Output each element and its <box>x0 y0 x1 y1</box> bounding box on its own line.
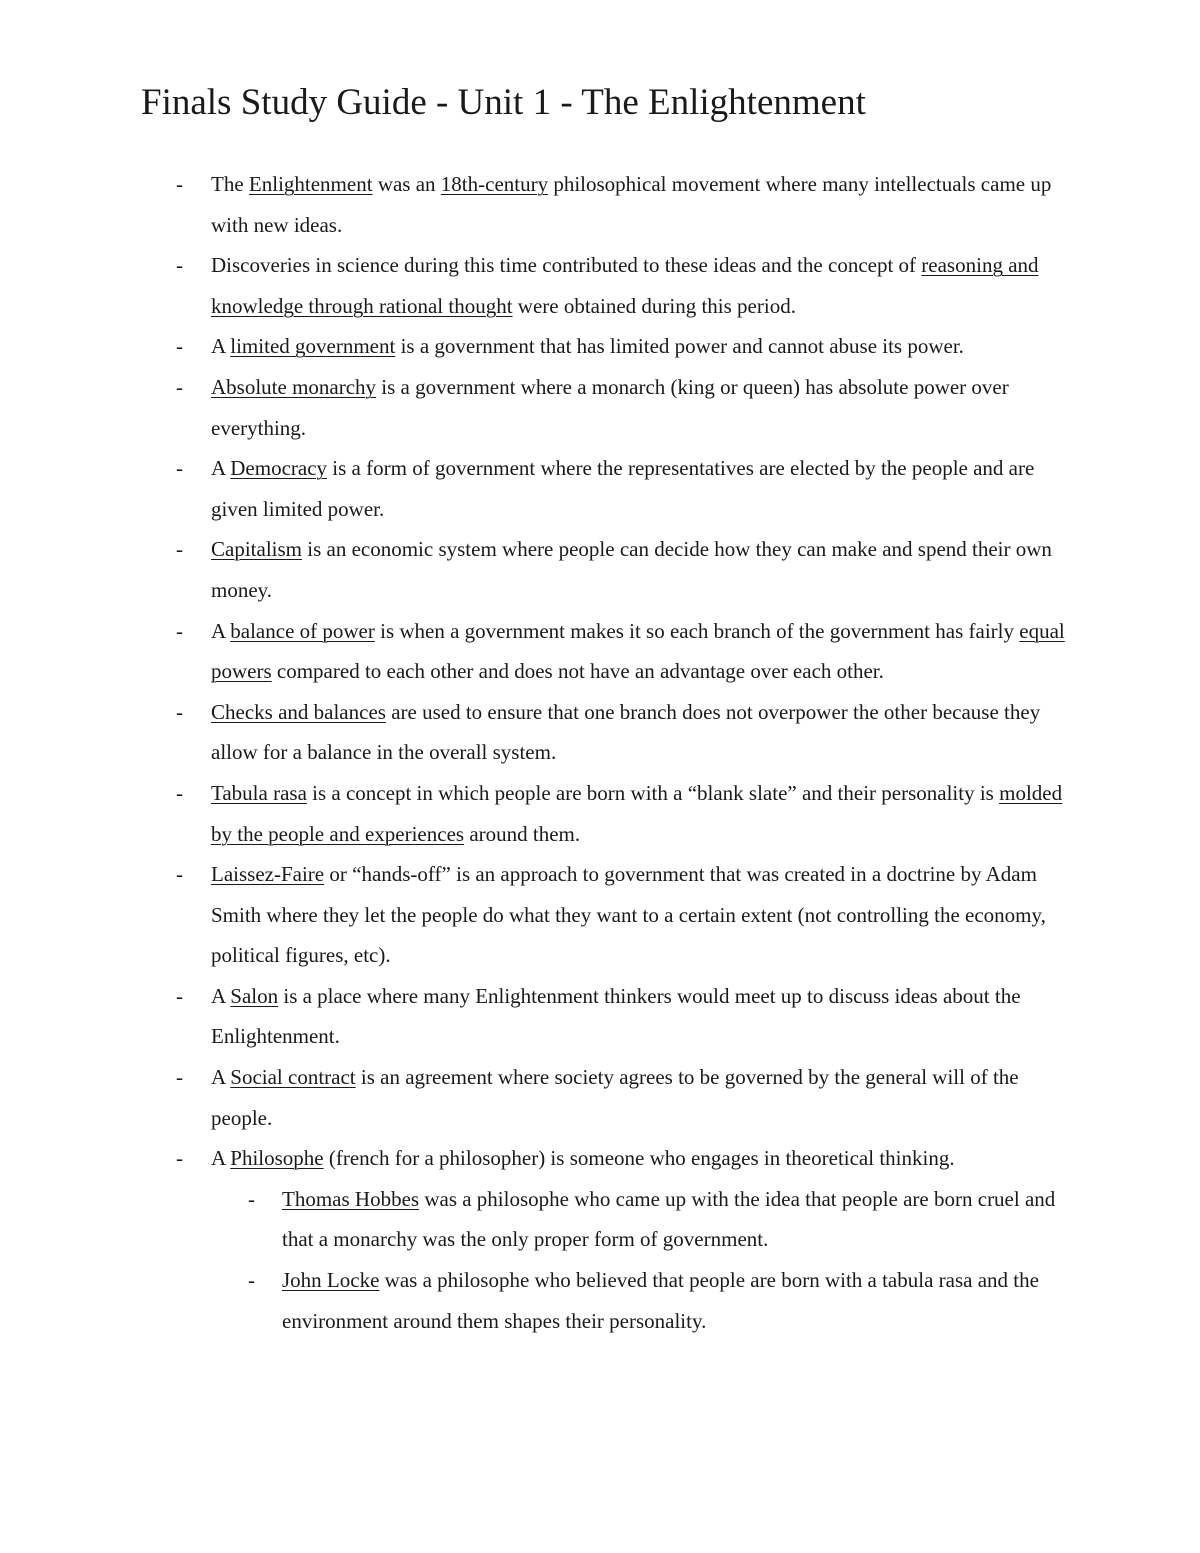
bullet-dash: - <box>176 1146 183 1171</box>
list-item <box>0 1057 1071 1138</box>
list-item <box>0 245 1071 326</box>
key-term: Enlightenment <box>248 172 373 196</box>
bullet-dash: - <box>176 456 183 481</box>
list-item <box>0 692 1071 773</box>
key-term: balance of power <box>230 618 375 643</box>
bullet-dash: - <box>176 983 183 1008</box>
list-item <box>0 1138 1071 1179</box>
list-item <box>0 448 1071 529</box>
item-text: were obtained during this period. <box>512 293 796 318</box>
item-text: compared to each other and does not have an advantage over each other. <box>271 659 884 684</box>
bullet-dash: - <box>176 780 183 805</box>
sub-list-item <box>0 1260 1072 1341</box>
list-item <box>0 976 1071 1057</box>
item-text: Discoveries in science during this time contributed to these ideas and the concept of <box>211 253 922 278</box>
key-term: Thomas Hobbes <box>282 1186 420 1211</box>
item-text: is a government that has limited power and cannot abuse its power. <box>395 334 964 359</box>
item-text: (french for a philosopher) is someone who engages in theoretical thinking. <box>323 1146 955 1171</box>
item-text: is when a government makes it so each branch of the government has fairly <box>374 618 1020 643</box>
item-text: is a form of government where the representatives are elected by the people and are given limited power. <box>211 456 1035 521</box>
item-text: around them. <box>464 821 581 846</box>
item-text: philosophical movement where many intellectuals came up with new ideas. <box>211 172 1052 237</box>
item-text: was a philosophe who believed that people are born with a tabula rasa and the environment around them shapes their personality. <box>282 1268 1039 1333</box>
key-term: Capitalism <box>211 537 302 562</box>
list-item <box>0 367 1071 448</box>
bullet-dash: - <box>248 1186 255 1211</box>
bullet-dash: - <box>176 172 183 196</box>
item-text: is a concept in which people are born with a “blank slate” and their personality is <box>306 780 1000 805</box>
item-text: A <box>211 983 231 1008</box>
item-text: was an <box>372 172 441 196</box>
item-text: A <box>211 618 231 643</box>
item-text: was a philosophe who came up with the idea that people are born cruel and that a monarchy was the only proper form of government. <box>282 1186 1056 1252</box>
list-item <box>0 854 1071 976</box>
bullet-dash: - <box>176 1065 183 1090</box>
key-term: limited government <box>230 334 396 359</box>
key-term: 18th-century <box>440 172 549 196</box>
key-term: Checks and balances <box>211 699 386 724</box>
key-term: Absolute monarchy <box>211 374 377 399</box>
list-item <box>0 326 1071 367</box>
item-text: is a government where a monarch (king or queen) has absolute power over everything. <box>211 374 1009 440</box>
item-text: A <box>211 456 231 481</box>
bullet-dash: - <box>248 1268 255 1293</box>
list-item <box>0 611 1071 692</box>
item-text: is an agreement where society agrees to be governed by the general will of the people. <box>211 1065 1019 1130</box>
bullet-dash: - <box>176 537 183 562</box>
item-text: A <box>211 334 231 359</box>
item-text: is an economic system where people can decide how they can make and spend their own money. <box>211 537 1052 602</box>
list-item <box>0 529 1071 610</box>
bullet-dash: - <box>176 862 183 887</box>
bullet-dash: - <box>176 699 183 724</box>
item-text: are used to ensure that one branch does not overpower the other because they allow for a balance in the overall system. <box>211 699 1041 765</box>
page-title: Finals Study Guide - Unit 1 - The Enlightenment <box>141 82 866 123</box>
key-term: Democracy <box>230 456 328 481</box>
bullet-list <box>0 164 1200 1341</box>
item-text: or “hands-off” is an approach to government that was created in a doctrine by Adam Smith where they let the people do what they want to a certain extent (not controlling the economy, political figures, etc). <box>211 862 1046 968</box>
key-term: Philosophe <box>230 1146 324 1171</box>
bullet-dash: - <box>176 618 183 643</box>
key-term: Tabula rasa <box>211 780 307 805</box>
key-term: Social contract <box>230 1065 356 1090</box>
key-term: John Locke <box>282 1268 380 1293</box>
bullet-dash: - <box>176 374 183 399</box>
key-term: Salon <box>230 983 279 1008</box>
item-text: A <box>211 1065 231 1090</box>
list-item <box>0 773 1071 854</box>
item-text: is a place where many Enlightenment thinkers would meet up to discuss ideas about the Enlightenment. <box>211 983 1021 1049</box>
key-term: molded by the people and experiences <box>211 780 1063 846</box>
list-item <box>0 164 1071 245</box>
key-term: equal powers <box>211 618 1065 684</box>
sub-list-item <box>0 1179 1072 1260</box>
key-term: reasoning and knowledge through rational thought <box>211 253 1039 318</box>
item-text: The <box>211 172 249 196</box>
key-term: Laissez-Faire <box>211 862 325 887</box>
bullet-dash: - <box>176 334 183 359</box>
item-text: A <box>211 1146 231 1171</box>
bullet-dash: - <box>176 253 183 278</box>
